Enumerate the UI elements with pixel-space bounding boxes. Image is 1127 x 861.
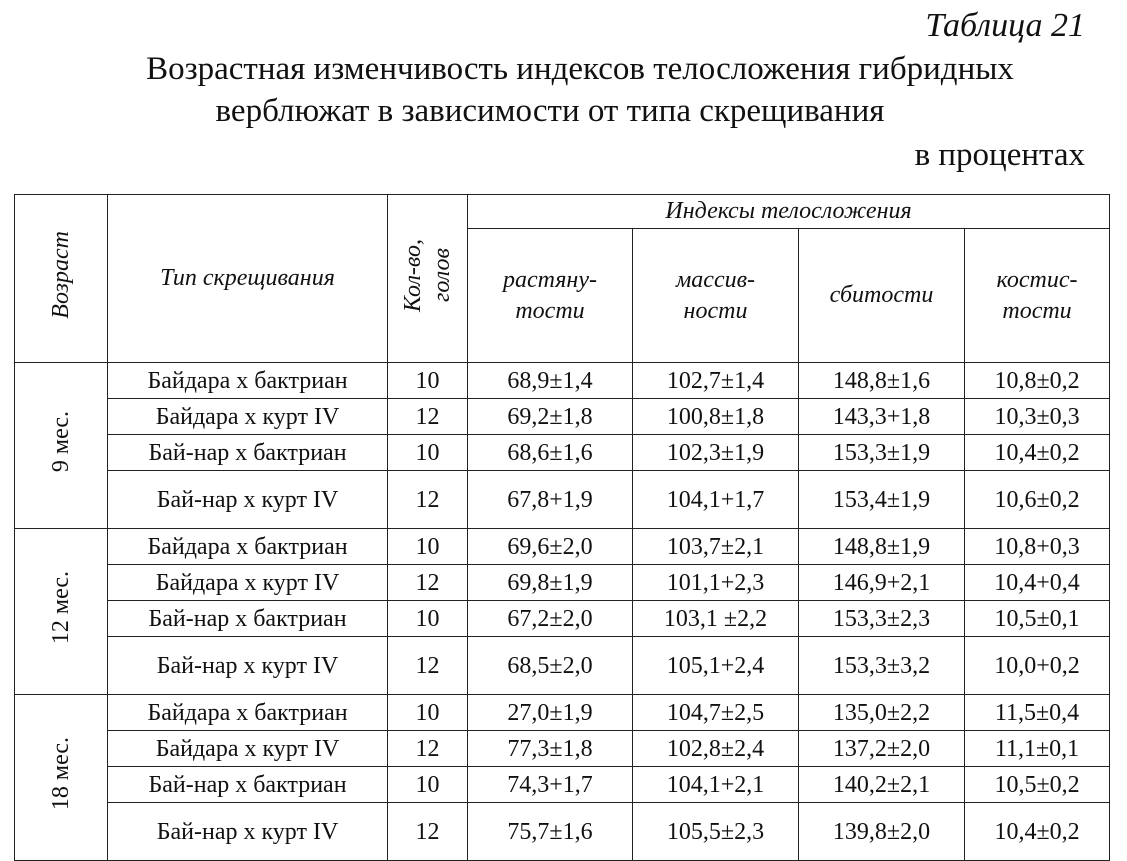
cell-type: Бай-нар х курт IV bbox=[108, 471, 388, 529]
cell-mass: 102,3±1,9 bbox=[633, 435, 799, 471]
cell-bulk: 137,2±2,0 bbox=[799, 731, 965, 767]
cell-bulk: 153,3±3,2 bbox=[799, 637, 965, 695]
cell-bone: 10,5±0,2 bbox=[965, 767, 1110, 803]
cell-count: 12 bbox=[388, 399, 468, 435]
table-row bbox=[15, 363, 1110, 399]
cell-mass: 103,7±2,1 bbox=[633, 529, 799, 565]
cell-bone: 11,5±0,4 bbox=[965, 695, 1110, 731]
cell-mass: 104,7±2,5 bbox=[633, 695, 799, 731]
cell-type: Байдара х курт IV bbox=[108, 565, 388, 601]
cell-mass: 102,8±2,4 bbox=[633, 731, 799, 767]
cell-stretch: 68,9±1,4 bbox=[468, 363, 633, 399]
cell-mass: 102,7±1,4 bbox=[633, 363, 799, 399]
table-row bbox=[15, 601, 1110, 637]
cell-bone: 11,1±0,1 bbox=[965, 731, 1110, 767]
table-row bbox=[15, 731, 1110, 767]
cell-bone: 10,0+0,2 bbox=[965, 637, 1110, 695]
cell-stretch: 69,6±2,0 bbox=[468, 529, 633, 565]
cell-stretch: 69,2±1,8 bbox=[468, 399, 633, 435]
header-count-line-2: голов bbox=[428, 248, 455, 302]
cell-count: 10 bbox=[388, 695, 468, 731]
cell-stretch: 75,7±1,6 bbox=[468, 803, 633, 861]
cell-stretch: 74,3+1,7 bbox=[468, 767, 633, 803]
cell-bulk: 148,8±1,6 bbox=[799, 363, 965, 399]
table-number: Таблица 21 bbox=[925, 7, 1085, 44]
cell-mass: 101,1+2,3 bbox=[633, 565, 799, 601]
cell-stretch: 69,8±1,9 bbox=[468, 565, 633, 601]
cell-count: 12 bbox=[388, 471, 468, 529]
cell-mass: 100,8±1,8 bbox=[633, 399, 799, 435]
cell-bulk: 153,3±1,9 bbox=[799, 435, 965, 471]
age-group-12 bbox=[15, 529, 108, 695]
header-bone-line-1: костис- bbox=[996, 266, 1078, 293]
age-label: 18 мес. bbox=[48, 736, 74, 811]
header-mass bbox=[633, 229, 799, 363]
header-age bbox=[15, 195, 108, 363]
cell-type: Байдара х курт IV bbox=[108, 731, 388, 767]
cell-stretch: 27,0±1,9 bbox=[468, 695, 633, 731]
cell-mass: 104,1+2,1 bbox=[633, 767, 799, 803]
units-note: в процентах bbox=[914, 137, 1085, 173]
cell-type: Бай-нар х курт IV bbox=[108, 637, 388, 695]
cell-type: Бай-нар х бактриан bbox=[108, 767, 388, 803]
cell-bone: 10,5±0,1 bbox=[965, 601, 1110, 637]
header-bone-line-2: тости bbox=[1002, 297, 1072, 324]
table-title-line-1: Возрастная изменчивость индексов телосложения гибридных bbox=[146, 51, 1014, 87]
cell-count: 10 bbox=[388, 435, 468, 471]
cell-type: Бай-нар х бактриан bbox=[108, 601, 388, 637]
header-stretch-line-1: растяну- bbox=[503, 266, 597, 293]
cell-bulk: 139,8±2,0 bbox=[799, 803, 965, 861]
cell-count: 12 bbox=[388, 637, 468, 695]
table-row bbox=[15, 565, 1110, 601]
cell-mass: 105,1+2,4 bbox=[633, 637, 799, 695]
cell-bone: 10,8±0,2 bbox=[965, 363, 1110, 399]
cell-bulk: 146,9+2,1 bbox=[799, 565, 965, 601]
cell-mass: 105,5±2,3 bbox=[633, 803, 799, 861]
cell-count: 10 bbox=[388, 363, 468, 399]
age-label: 12 мес. bbox=[48, 570, 74, 645]
cell-stretch: 67,2±2,0 bbox=[468, 601, 633, 637]
cell-bone: 10,3±0,3 bbox=[965, 399, 1110, 435]
cell-count: 10 bbox=[388, 767, 468, 803]
cell-bone: 10,8+0,3 bbox=[965, 529, 1110, 565]
table-row bbox=[15, 471, 1110, 529]
cell-bulk: 153,4±1,9 bbox=[799, 471, 965, 529]
header-count bbox=[388, 195, 468, 363]
table-title-line-2: верблюжат в зависимости от типа скрещивания bbox=[215, 93, 885, 129]
table-row bbox=[15, 529, 1110, 565]
age-label: 9 мес. bbox=[48, 410, 74, 473]
header-bone bbox=[965, 229, 1110, 363]
age-group-18 bbox=[15, 695, 108, 861]
cell-bulk: 153,3±2,3 bbox=[799, 601, 965, 637]
header-count-label bbox=[399, 239, 457, 312]
cell-type: Байдара х бактриан bbox=[108, 529, 388, 565]
cell-type: Байдара х курт IV bbox=[108, 399, 388, 435]
header-bulk: сбитости bbox=[799, 229, 965, 363]
table-row bbox=[15, 695, 1110, 731]
header-stretch bbox=[468, 229, 633, 363]
cell-bone: 10,4±0,2 bbox=[965, 803, 1110, 861]
header-stretch-line-2: тости bbox=[515, 297, 585, 324]
header-count-line-1: Кол-во, bbox=[399, 238, 426, 312]
cell-bone: 10,6±0,2 bbox=[965, 471, 1110, 529]
table-row bbox=[15, 637, 1110, 695]
header-mass-line-1: массив- bbox=[675, 266, 756, 293]
age-group-9 bbox=[15, 363, 108, 529]
cell-count: 10 bbox=[388, 601, 468, 637]
table-row bbox=[15, 435, 1110, 471]
cell-count: 12 bbox=[388, 731, 468, 767]
cell-type: Бай-нар х курт IV bbox=[108, 803, 388, 861]
cell-bulk: 140,2±2,1 bbox=[799, 767, 965, 803]
cell-bulk: 135,0±2,2 bbox=[799, 695, 965, 731]
cell-count: 10 bbox=[388, 529, 468, 565]
cell-bulk: 148,8±1,9 bbox=[799, 529, 965, 565]
cell-count: 12 bbox=[388, 565, 468, 601]
cell-bulk: 143,3+1,8 bbox=[799, 399, 965, 435]
table-row bbox=[15, 767, 1110, 803]
cell-mass: 103,1 ±2,2 bbox=[633, 601, 799, 637]
cell-stretch: 68,5±2,0 bbox=[468, 637, 633, 695]
table-row bbox=[15, 803, 1110, 861]
cell-type: Байдара х бактриан bbox=[108, 695, 388, 731]
cell-type: Байдара х бактриан bbox=[108, 363, 388, 399]
cell-type: Бай-нар х бактриан bbox=[108, 435, 388, 471]
header-indices-group: Индексы телосложения bbox=[468, 195, 1110, 229]
indices-table bbox=[14, 194, 1110, 861]
cell-stretch: 68,6±1,6 bbox=[468, 435, 633, 471]
cell-mass: 104,1+1,7 bbox=[633, 471, 799, 529]
cell-stretch: 67,8+1,9 bbox=[468, 471, 633, 529]
cell-stretch: 77,3±1,8 bbox=[468, 731, 633, 767]
cell-count: 12 bbox=[388, 803, 468, 861]
table-row bbox=[15, 399, 1110, 435]
header-mass-line-2: ности bbox=[683, 297, 748, 324]
header-crossing-type: Тип скрещивания bbox=[108, 195, 388, 363]
cell-bone: 10,4+0,4 bbox=[965, 565, 1110, 601]
header-age-label: Возраст bbox=[47, 231, 74, 319]
cell-bone: 10,4±0,2 bbox=[965, 435, 1110, 471]
